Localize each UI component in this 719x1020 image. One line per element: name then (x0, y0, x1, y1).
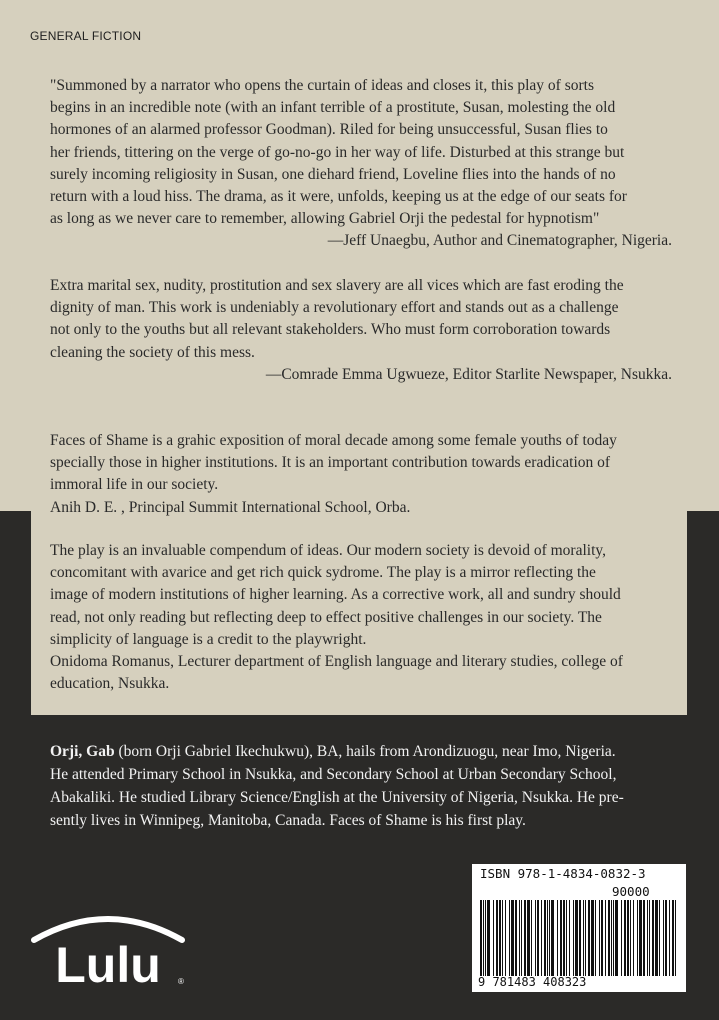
barcode-bar (535, 900, 536, 976)
barcode-bar (595, 900, 596, 976)
barcode-bar (647, 900, 648, 976)
barcode-bar (605, 900, 606, 976)
author-bio (50, 740, 680, 832)
barcode-bar (672, 900, 674, 976)
bio-line-text: (born Orji Gabriel Ikechukwu), BA, hails from Arondizuogu, near Imo, Nigeria. (114, 743, 616, 760)
barcode-bar (515, 900, 517, 976)
blurb-line: dignity of man. This work is undeniably a revolutionary effort and stands out as a challenge (50, 299, 619, 317)
blurb-quote-2 (50, 275, 672, 386)
barcode-bar (585, 900, 586, 976)
blurb-attribution: —Jeff Unaegbu, Author and Cinematographer, Nigeria. (327, 232, 672, 250)
barcode-bar (541, 900, 542, 976)
barcode-bar (583, 900, 584, 976)
barcode-bar (669, 900, 670, 976)
blurb-line: Extra marital sex, nudity, prostitution and sex slavery are all vices which are fast eroding the (50, 277, 624, 294)
barcode-bar (579, 900, 581, 976)
blurb-line: immoral life in our society. (50, 476, 219, 494)
bio-line: Abakaliki. He studied Library Science/English at the University of Nigeria, Nsukka. He pre- (50, 789, 624, 806)
blurb-line: The play is an invaluable compendum of ideas. Our modern society is devoid of morality, (50, 542, 606, 559)
barcode-bar (569, 900, 570, 976)
lulu-wordmark: Lulu (55, 937, 161, 988)
barcode-bar (524, 900, 526, 976)
blurb-line: as long as we never care to remember, allowing Gabriel Orji the pedestal for hypnotism" (50, 210, 600, 228)
barcode-bar (655, 900, 658, 976)
barcode-bar (505, 900, 506, 976)
bio-line: sently lives in Winnipeg, Manitoba, Canada. Faces of Shame is his first play. (50, 812, 526, 829)
barcode-bar (549, 900, 550, 976)
barcode-bar (573, 900, 574, 976)
registered-mark-icon: ® (178, 977, 184, 986)
barcode-bar (563, 900, 565, 976)
barcode-bar (509, 900, 510, 976)
barcode-bars (480, 900, 678, 976)
barcode-bar (551, 900, 554, 976)
blurb-line: Faces of Shame is a grahic exposition of moral decade among some female youths of today (50, 432, 617, 449)
blurb-attribution: —Comrade Emma Ugwueze, Editor Starlite Newspaper, Nsukka. (265, 365, 672, 383)
barcode-bar (633, 900, 634, 976)
blurb-line: return with a loud hiss. The drama, as it were, unfolds, keeping us at the edge of our seats for (50, 188, 627, 206)
barcode-bar (637, 900, 638, 976)
isbn-text: ISBN 978-1-4834-0832-3 (480, 866, 646, 881)
barcode-bar (547, 900, 548, 976)
barcode-bar (560, 900, 562, 976)
category-label: GENERAL FICTION (30, 29, 142, 43)
barcode-bar (544, 900, 546, 976)
blurb-line: begins in an incredible note (with an infant terrible of a prostitute, Susan, molesting the old (50, 99, 616, 117)
barcode-bar (499, 900, 501, 976)
blurb-line: simplicity of language is a credit to the playwright. (50, 630, 367, 648)
barcode-bar (575, 900, 578, 976)
barcode-digits: 9 781483 408323 (478, 975, 587, 989)
blurb-quote-4 (50, 540, 672, 695)
blurb-attribution: Anih D. E. , Principal Summit International School, Orba. (50, 498, 411, 516)
barcode-bar (624, 900, 626, 976)
bio-line: He attended Primary School in Nsukka, and Secondary School at Urban Secondary School, (50, 766, 617, 783)
barcode-bar (649, 900, 650, 976)
barcode-bar (652, 900, 654, 976)
blurb-line: hormones of an alarmed professor Goodman). Riled for being unsuccessful, Susan flies to (50, 121, 608, 139)
barcode-bar (630, 900, 631, 976)
barcode-bar (611, 900, 612, 976)
barcode-bar (608, 900, 610, 976)
barcode-bar (487, 900, 490, 976)
barcode-bar (519, 900, 520, 976)
barcode-bar (643, 900, 645, 976)
price-code: 90000 (612, 884, 650, 899)
barcode-bar (566, 900, 567, 976)
barcode-bar (502, 900, 503, 976)
blurb-quote-3 (50, 430, 672, 519)
barcode-bar (588, 900, 590, 976)
barcode-bar (531, 900, 532, 976)
barcode-bar (601, 900, 603, 976)
barcode-bar (665, 900, 667, 976)
blurb-line: specially those in higher institutions. It is an important contribution towards eradication of (50, 454, 611, 472)
barcode-bar (496, 900, 498, 976)
blurb-line: read, not only reading but reflecting deep to effect positive challenges in our society. The (50, 608, 602, 626)
blurb-line: her friends, tittering on the verge of go-no-go in her way of life. Disturbed at this strange but (50, 143, 625, 161)
barcode-bar (493, 900, 494, 976)
lulu-logo (28, 904, 188, 988)
barcode-bar (675, 900, 676, 976)
barcode-bar (527, 900, 530, 976)
barcode-bar (639, 900, 642, 976)
barcode-bar (621, 900, 622, 976)
blurb-attribution: Onidoma Romanus, Lecturer department of English language and literary studies, college of (50, 653, 623, 671)
barcode-bar (485, 900, 486, 976)
barcode-bar (557, 900, 558, 976)
blurb-attribution: education, Nsukka. (50, 675, 170, 693)
barcode-bar (591, 900, 594, 976)
barcode-bar (613, 900, 614, 976)
barcode-bar (663, 900, 664, 976)
barcode-bar (537, 900, 539, 976)
barcode-bar (615, 900, 618, 976)
barcode-bar (521, 900, 522, 976)
barcode-bar (483, 900, 484, 976)
barcode-bar (599, 900, 600, 976)
barcode-bar (480, 900, 482, 976)
barcode-bar (627, 900, 629, 976)
blurb-quote-1 (50, 75, 672, 253)
blurb-line: surely incoming religiosity in Susan, one diehard friend, Loveline flies into the hands of no (50, 165, 616, 183)
blurb-line: image of modern institutions of higher learning. As a corrective work, all and sundry should (50, 586, 621, 604)
blurb-line: cleaning the society of this mess. (50, 343, 255, 361)
bio-line (50, 740, 680, 763)
author-name: Orji, Gab (50, 743, 115, 760)
barcode-bar (511, 900, 514, 976)
blurb-line: concomitant with avarice and get rich quick sydrome. The play is a mirror reflecting the (50, 564, 596, 582)
isbn-barcode (472, 864, 686, 992)
blurb-line: not only to the youths but all relevant stakeholders. Who must form corroboration towards (50, 321, 611, 339)
blurb-line: "Summoned by a narrator who opens the curtain of ideas and closes it, this play of sorts (50, 77, 594, 94)
barcode-bar (659, 900, 660, 976)
